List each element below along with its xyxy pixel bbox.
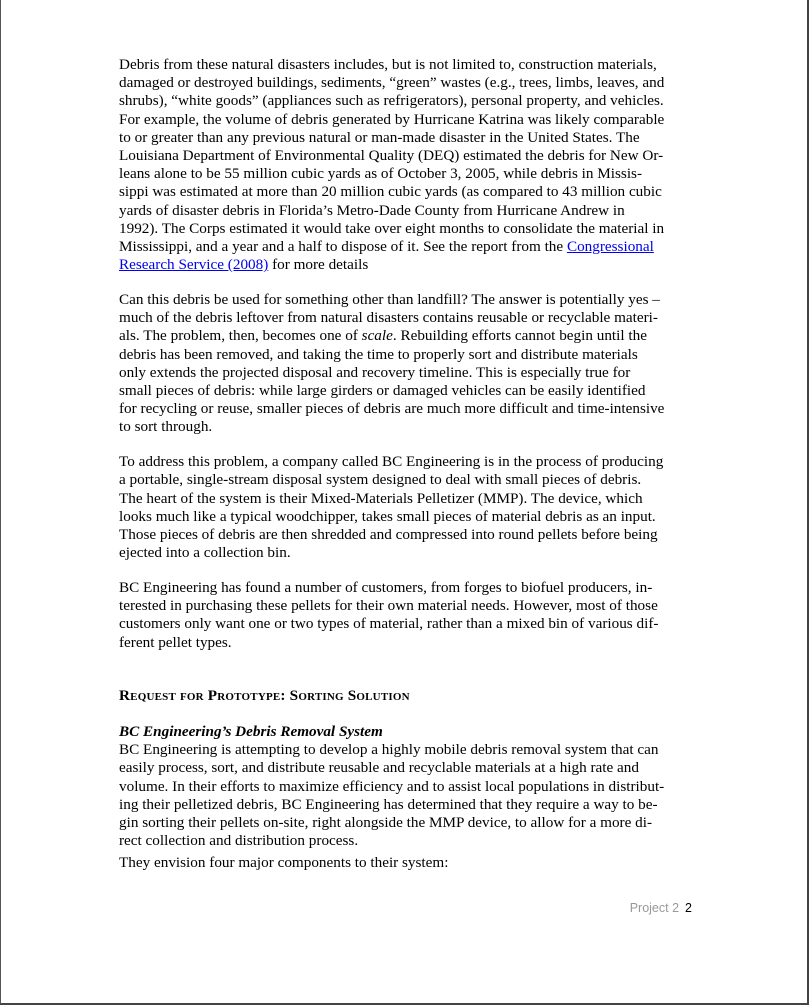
text-line bbox=[119, 327, 693, 345]
closing-line bbox=[119, 854, 693, 872]
paragraph-bc-engineering-mmp bbox=[119, 453, 693, 562]
text-line: BC Engineering has found a number of customers, from forges to biofuel producers, in- bbox=[119, 579, 653, 597]
text-line: Those pieces of debris are then shredded and compressed into round pellets before being bbox=[119, 526, 658, 544]
text-line: yards of disaster debris in Florida’s Metro-Dade County from Hurricane Andrew in bbox=[119, 201, 625, 219]
text-line: debris has been removed, and taking the time to properly sort and distribute materials bbox=[119, 345, 638, 363]
text-line: ejected into a collection bin. bbox=[119, 544, 291, 562]
text-line: a portable, single-stream disposal system designed to deal with small pieces of debris. bbox=[119, 471, 642, 489]
text-line: rect collection and distribution process. bbox=[119, 832, 359, 850]
crs-report-link-part2[interactable]: Research Service (2008) bbox=[119, 256, 269, 274]
paragraph-debris-types bbox=[119, 56, 693, 274]
text-line: The heart of the system is their Mixed-Materials Pelletizer (MMP). The device, which bbox=[119, 489, 643, 507]
page-number: 2 bbox=[685, 901, 692, 915]
text-segment: Mississippi, and a year and a half to dispose of it. See the report from the bbox=[119, 238, 567, 256]
text-segment: . Rebuilding efforts cannot begin until the bbox=[392, 327, 647, 345]
text-line: to sort through. bbox=[119, 418, 213, 436]
text-line: Louisiana Department of Environmental Quality (DEQ) estimated the debris for New Or- bbox=[119, 147, 664, 165]
text-line: To address this problem, a company called BC Engineering is in the process of producing bbox=[119, 453, 664, 471]
text-line: Can this debris be used for something other than landfill? The answer is potentially yes – bbox=[119, 291, 660, 309]
text-segment: for more details bbox=[268, 256, 369, 274]
text-line: For example, the volume of debris generated by Hurricane Katrina was likely comparable bbox=[119, 110, 665, 128]
emphasis-scale: scale bbox=[361, 327, 393, 345]
text-line: easily process, sort, and distribute reusable and recyclable materials at a high rate and bbox=[119, 759, 639, 777]
text-line: for recycling or reuse, smaller pieces of debris are much more difficult and time-intensive bbox=[119, 400, 665, 418]
text-line: only extends the projected disposal and recovery timeline. This is especially true for bbox=[119, 363, 631, 381]
text-line: volume. In their efforts to maximize efficiency and to assist local populations in distribut- bbox=[119, 777, 665, 795]
footer-label: Project 2 bbox=[629, 901, 680, 915]
section-heading: Request for Prototype: Sorting Solution bbox=[119, 686, 410, 704]
text-line: small pieces of debris: while large girders or damaged vehicles can be easily identified bbox=[119, 382, 646, 400]
page-footer bbox=[630, 900, 692, 916]
text-line: customers only want one or two types of material, rather than a mixed bin of various dif- bbox=[119, 615, 659, 633]
text-line: leans alone to be 55 million cubic yards as of October 3, 2005, while debris in Missis- bbox=[119, 165, 643, 183]
text-line bbox=[119, 256, 693, 274]
text-line: to or greater than any previous natural or man-made disaster in the United States. The bbox=[119, 128, 640, 146]
text-line: ing their pelletized debris, BC Engineering has determined that they require a way to be- bbox=[119, 795, 658, 813]
crs-report-link-part1[interactable]: Congressional bbox=[566, 238, 654, 256]
text-line: looks much like a typical woodchipper, takes small pieces of material debris as an input. bbox=[119, 507, 656, 525]
paragraph-debris-removal-system bbox=[119, 741, 693, 850]
text-line: 1992). The Corps estimated it would take over eight months to consolidate the material in bbox=[119, 219, 665, 237]
text-line: terested in purchasing these pellets for their own material needs. However, most of those bbox=[119, 597, 658, 615]
text-line bbox=[119, 238, 693, 256]
text-line: much of the debris leftover from natural disasters contains reusable or recyclable materi- bbox=[119, 309, 658, 327]
text-line: They envision four major components to their system: bbox=[119, 853, 449, 871]
text-line: sippi was estimated at more than 20 million cubic yards (as compared to 43 million cubic bbox=[119, 183, 662, 201]
paragraph-debris-reuse bbox=[119, 291, 693, 437]
text-line: gin sorting their pellets on-site, right alongside the MMP device, to allow for a more di- bbox=[119, 814, 653, 832]
text-line: shrubs), “white goods” (appliances such as refrigerators), personal property, and vehicles. bbox=[119, 92, 664, 110]
paragraph-customers bbox=[119, 579, 693, 652]
text-line: BC Engineering is attempting to develop a highly mobile debris removal system that can bbox=[119, 741, 659, 759]
text-line: Debris from these natural disasters includes, but is not limited to, construction materials, bbox=[119, 56, 657, 73]
text-line: damaged or destroyed buildings, sediments, “green” wastes (e.g., trees, limbs, leaves, and bbox=[119, 74, 665, 92]
text-line: ferent pellet types. bbox=[119, 633, 232, 651]
document-body bbox=[119, 56, 693, 888]
subheading: BC Engineering’s Debris Removal System bbox=[119, 723, 383, 741]
text-segment: als. The problem, then, becomes one of bbox=[119, 327, 362, 345]
